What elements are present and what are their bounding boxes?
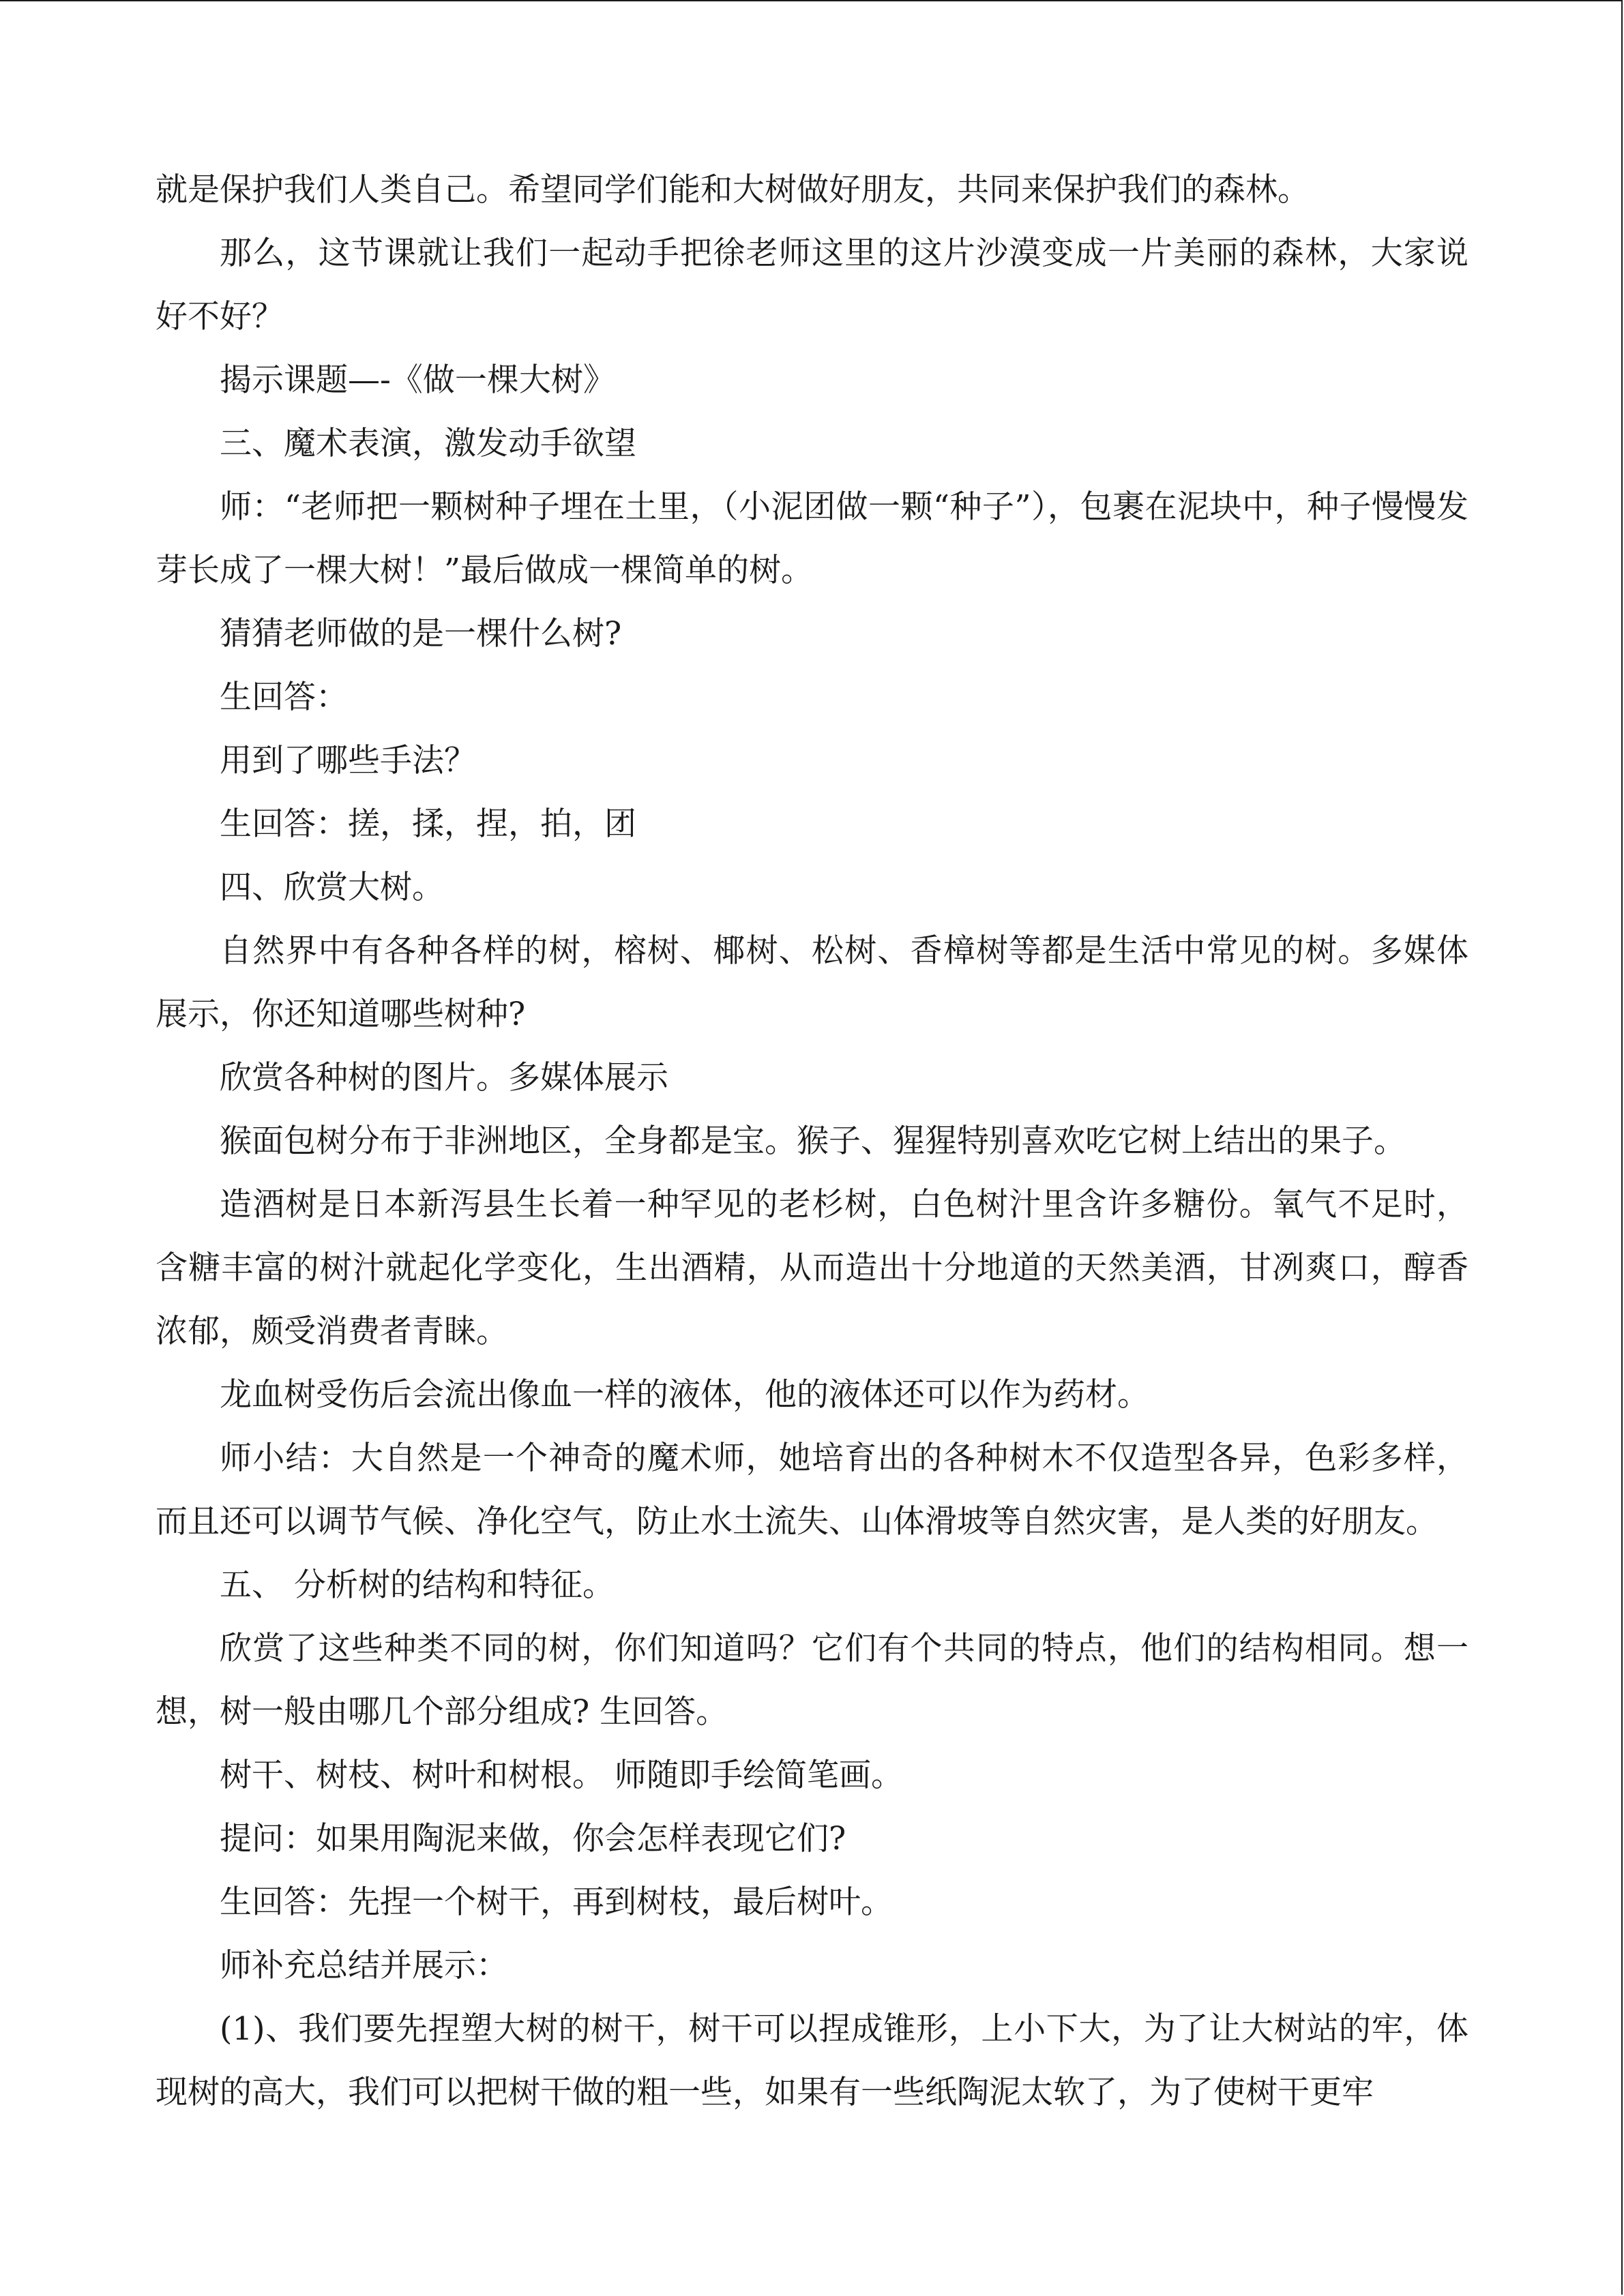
paragraph: 师补充总结并展示： <box>220 1947 508 1984</box>
paragraph: 就是保护我们人类自己。希望同学们能和大树做好朋友，共同来保护我们的森林。 <box>156 171 1310 209</box>
section-heading: 五、 分析树的结构和特征。 <box>220 1566 615 1604</box>
paragraph: 生回答： <box>220 679 348 716</box>
paragraph: 揭示课题—-《做一棵大树》 <box>220 361 615 399</box>
paragraph: 师：“老师把一颗树种子埋在土里，（小泥团做一颗“种子”），包裹在泥块中，种子慢慢发芽长成了一棵大树！”最后做成一棵简单的树。 <box>156 488 1468 589</box>
paragraph: 自然界中有各种各样的树，榕树、椰树、松树、香樟树等都是生活中常见的树。多媒体展示，你还知道哪些树种? <box>156 932 1468 1033</box>
paragraph: 提问：如果用陶泥来做，你会怎样表现它们? <box>220 1820 846 1858</box>
paragraph: 用到了哪些手法？ <box>220 742 476 779</box>
paragraph: 龙血树受伤后会流出像血一样的液体，他的液体还可以作为药材。 <box>220 1376 1149 1414</box>
paragraph: 猜猜老师做的是一棵什么树? <box>220 615 622 653</box>
paragraph: 树干、树枝、树叶和树根。 师随即手绘简笔画。 <box>220 1757 903 1794</box>
paragraph: 欣赏了这些种类不同的树，你们知道吗？它们有个共同的特点，他们的结构相同。想一想，树一般由哪几个部分组成? 生回答。 <box>156 1630 1468 1731</box>
paragraph: 那么，这节课就让我们一起动手把徐老师这里的这片沙漠变成一片美丽的森林，大家说好不好？ <box>156 235 1468 336</box>
paragraph: 师小结：大自然是一个神奇的魔术师，她培育出的各种树木不仅造型各异，色彩多样，而且还可以调节气候、净化空气，防止水土流失、山体滑坡等自然灾害，是人类的好朋友。 <box>156 1440 1468 1540</box>
paragraph: 生回答：先捏一个树干，再到树枝，最后树叶。 <box>220 1883 893 1921</box>
document-body <box>156 158 1468 2124</box>
paragraph: (1)、我们要先捏塑大树的树干，树干可以捏成锥形，上小下大，为了让大树站的牢，体现树的高大，我们可以把树干做的粗一些，如果有一些纸陶泥太软了，为了使树干更牢 <box>156 2010 1468 2111</box>
section-heading: 三、魔术表演，激发动手欲望 <box>220 425 636 462</box>
paragraph: 生回答：搓，揉，捏，拍，团 <box>220 805 636 843</box>
paragraph: 猴面包树分布于非洲地区，全身都是宝。猴子、猩猩特别喜欢吃它树上结出的果子。 <box>220 1122 1406 1160</box>
paragraph: 造酒树是日本新泻县生长着一种罕见的老杉树，白色树汁里含许多糖份。氧气不足时，含糖丰富的树汁就起化学变化，生出酒精，从而造出十分地道的天然美酒，甘冽爽口，醇香浓郁，颇受消费者青睐。 <box>156 1186 1468 1350</box>
paragraph: 欣赏各种树的图片。多媒体展示 <box>220 1059 668 1097</box>
section-heading: 四、欣赏大树。 <box>220 869 444 906</box>
